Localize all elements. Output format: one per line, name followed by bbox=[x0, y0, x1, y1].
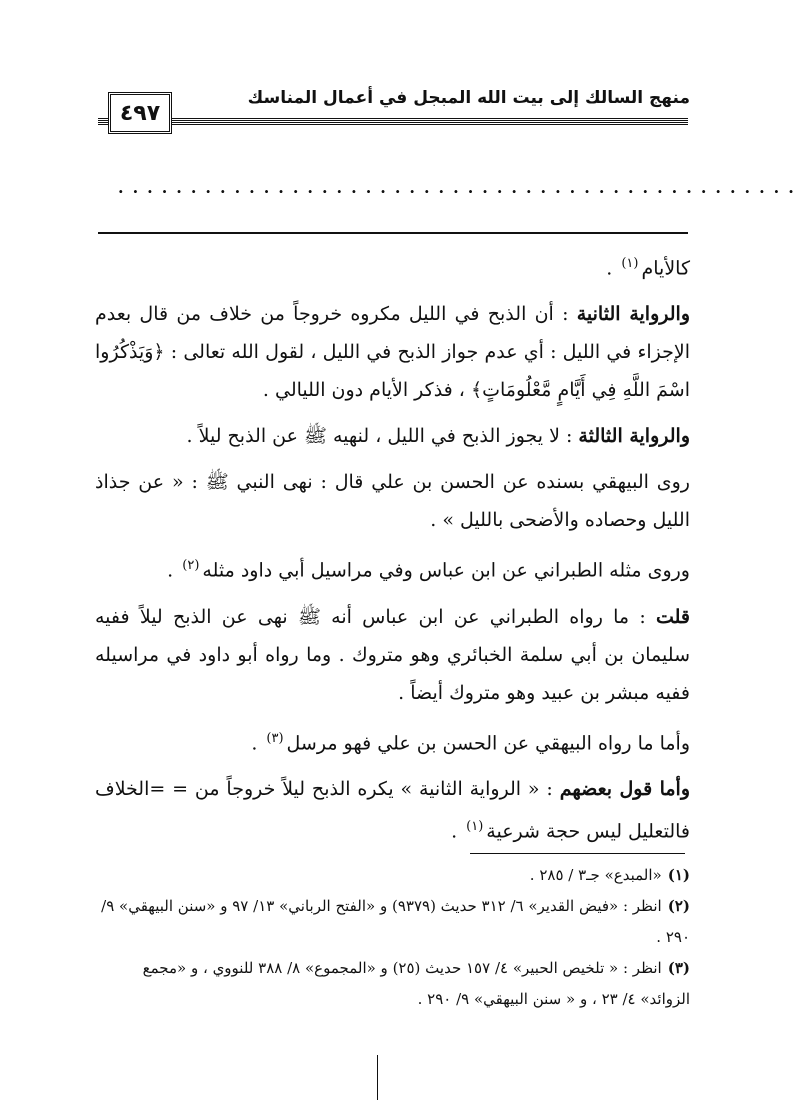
footnote-text: انظر : «فيض القدير» ٦/ ٣١٢ حديث (٩٣٧٩) و «الفتح الرباني» ١٣/ ٩٧ و «سنن البيهقي» ٩/ ٢٩٠ . bbox=[101, 897, 690, 946]
paragraph-text: كالأيام bbox=[641, 257, 690, 280]
paragraph bbox=[95, 770, 690, 850]
paragraph-tail: . bbox=[451, 820, 464, 843]
page-number: ٤٩٧ bbox=[108, 92, 172, 134]
paragraph bbox=[95, 295, 690, 409]
paragraph bbox=[95, 598, 690, 712]
main-text bbox=[95, 245, 690, 858]
paragraph-text: : « الرواية الثانية » يكره الذبح ليلاً خروجاً من = =الخلاف فالتعليل ليس حجة شرعية bbox=[95, 777, 690, 843]
footnote bbox=[95, 891, 690, 953]
footnote-number: (٢) bbox=[667, 897, 690, 915]
footnote bbox=[95, 860, 690, 891]
paragraph-text: وأما ما رواه البيهقي عن الحسن بن علي فهو مرسل bbox=[286, 731, 690, 754]
paragraph-text: : ما رواه الطبراني عن ابن عباس أنه ﷺ نهى عن الذبح ليلاً ففيه سليمان بن أبي سلمة الخبائري وهو متروك . وما رواه أبو داود في مراسيله ففيه مبشر بن عبيد وهو متروك أيضاً . bbox=[95, 605, 690, 704]
footnote-ref: (١) bbox=[466, 818, 484, 834]
paragraph bbox=[95, 720, 690, 762]
dotted-separator: ............................................... bbox=[118, 178, 803, 197]
footnote-text: «المبدع» جـ٣ / ٢٨٥ . bbox=[529, 866, 662, 884]
paragraph-lead: والرواية الثانية bbox=[576, 303, 690, 326]
margin-mark bbox=[377, 1055, 378, 1100]
paragraph-lead: والرواية الثالثة bbox=[578, 425, 690, 448]
paragraph-lead: وأما قول بعضهم bbox=[559, 777, 691, 800]
paragraph-lead: قلت bbox=[655, 605, 690, 628]
footnote-rule bbox=[470, 853, 685, 854]
footnote-text: انظر : « تلخيص الحبير» ٤/ ١٥٧ حديث (٢٥) و «المجموع» ٨/ ٣٨٨ للنووي ، و «مجمع الزوائد» ٤/ ٢٣ ، و « سنن البيهقي» ٩/ ٢٩٠ . bbox=[142, 959, 690, 1008]
footnote-ref: (٢) bbox=[182, 558, 200, 574]
section-rule bbox=[98, 232, 688, 234]
paragraph bbox=[95, 417, 690, 455]
paragraph bbox=[95, 547, 690, 589]
footnote bbox=[95, 953, 690, 1015]
running-header-title: منهج السالك إلى بيت الله المبجل في أعمال المناسك bbox=[247, 88, 690, 108]
footnote-number: (٣) bbox=[667, 959, 690, 977]
footnote-ref: (٣) bbox=[266, 730, 284, 746]
paragraph-tail: . bbox=[167, 559, 180, 582]
paragraph-text: وروى مثله الطبراني عن ابن عباس وفي مراسيل أبي داود مثله bbox=[202, 559, 690, 582]
footnote-ref: (١) bbox=[621, 256, 639, 271]
paragraph-tail: . bbox=[606, 257, 619, 280]
paragraph-text: روى البيهقي بسنده عن الحسن بن علي قال : نهى النبي ﷺ : « عن جذاذ الليل وحصاده والأضحى بالليل » . bbox=[95, 471, 690, 532]
paragraph-text: : لا يجوز الذبح في الليل ، لنهيه ﷺ عن الذبح ليلاً . bbox=[186, 425, 579, 448]
header-rule bbox=[98, 118, 688, 125]
paragraph-tail: . bbox=[251, 731, 264, 754]
footnote-number: (١) bbox=[667, 866, 690, 884]
paragraph bbox=[95, 463, 690, 539]
paragraph bbox=[95, 245, 690, 287]
footnotes bbox=[95, 860, 690, 1015]
paragraph-text: : أن الذبح في الليل مكروه خروجاً من خلاف من قال بعدم الإجزاء في الليل : أي عدم جواز الذبح في الليل ، لقول الله تعالى : ﴿وَيَذْكُرُوا اسْمَ اللَّهِ فِي أَيَّامٍ مَّعْلُومَاتٍ﴾ ، فذكر الأيام دون الليالي . bbox=[95, 303, 690, 402]
